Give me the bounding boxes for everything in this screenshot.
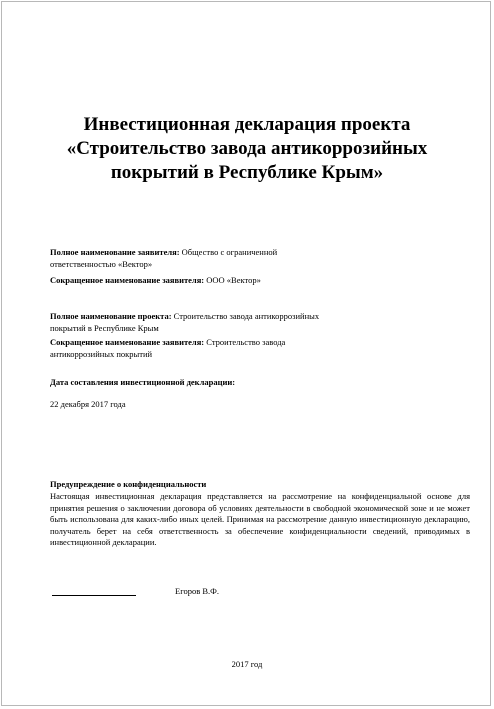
footer-year: 2017 год	[231, 659, 263, 669]
project-short-name-label: Сокращенное наименование заявителя:	[50, 337, 205, 347]
declaration-date-value-block	[50, 398, 320, 410]
project-full-name	[50, 310, 320, 334]
confidentiality-title: Предупреждение о конфиденциальности	[50, 479, 207, 489]
project-short-name-value: Строительство завода антикоррозийных покрытий	[50, 337, 286, 359]
declaration-date-label-block	[50, 376, 350, 388]
title-line-3: покрытий в Республике Крым»	[110, 162, 384, 183]
project-full-name-label: Полное наименование проекта:	[50, 311, 172, 321]
declaration-date-label: Дата составления инвестиционной декларации:	[50, 377, 236, 387]
signatory-name: Егоров В.Ф.	[175, 586, 219, 596]
project-full-name-value: Строительство завода антикоррозийных покрытий в Республике Крым	[50, 311, 320, 333]
applicant-full-name-label: Полное наименование заявителя:	[50, 247, 180, 257]
document-title	[40, 113, 454, 185]
confidentiality-body: Настоящая инвестиционная декларация представляется на рассмотрение на конфиденциальной основе для принятия решения о заключении договора об условиях деятельности в свободной экономической зоне и не может быть использована для каких-либо иных целей. Принимая на рассмотрение данную инвестиционную декларацию, получатель берет на себя ответственность за обеспечение конфиденциальности сведений, приводимых в инвестиционной декларации.	[50, 491, 470, 548]
signature-line	[52, 595, 136, 596]
applicant-full-name	[50, 246, 320, 270]
declaration-date-value: 22 декабря 2017 года	[50, 399, 126, 409]
applicant-short-name-value: ООО «Вектор»	[206, 275, 261, 285]
applicant-short-name	[50, 274, 320, 286]
title-line-1: Инвестиционная декларация проекта	[83, 114, 411, 135]
applicant-short-name-label: Сокращенное наименование заявителя:	[50, 275, 205, 285]
title-line-2: «Строительство завода антикоррозийных	[66, 138, 428, 159]
applicant-full-name-value: Общество с ограниченной ответственностью «Вектор»	[50, 247, 278, 269]
confidentiality-warning	[50, 478, 470, 549]
project-short-name	[50, 336, 320, 360]
